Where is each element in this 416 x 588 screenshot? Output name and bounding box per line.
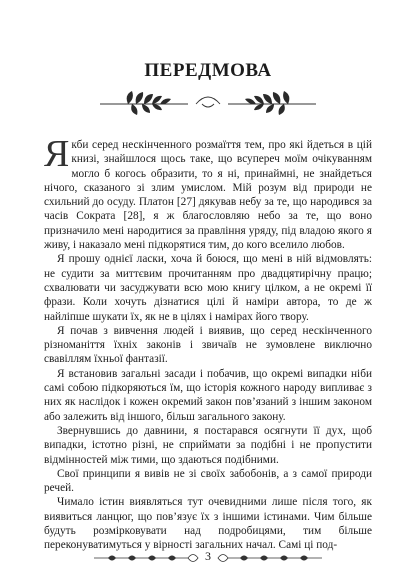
paragraph: Я встановив загальні засади і побачив, що окремі випадки ніби самі собою підкоряються їм, що історія кожного народу випливає з них як наслідок і кожен окремий закон пов’язаний з іншим законом або залежить від іншого, більш загального закону. — [44, 367, 372, 423]
paragraph: Свої принципи я вивів не зі своїх забобонів, а з самої природи речей. — [44, 467, 372, 495]
paragraph: Я прошу однієї ласки, хоча й боюся, що мені в ній відмовлять: не судити за миттєвим прочитанням про двадцятирічну працю; схвалювати чи засуджувати всю мою книгу цілком, а не окремі її фрази. Коли хочуть дізнатися цілі й наміри автора, то де ж найліпше шукати їх, як не в цілях і намірах його твору. — [44, 253, 372, 323]
page-title: ПЕРЕДМОВА — [144, 60, 272, 81]
body-text — [44, 133, 372, 553]
paragraph: Чимало істин виявляться тут очевидними лише після того, як виявиться ланцюг, що пов’язує їх з іншими істинами. Чим більше будуть розмірковувати над подробицями, тим більше переконуватимуться у вірності загальних начал. Самі ці под- — [44, 496, 372, 552]
paragraph: Якби серед нескінченного розмаїття тем, про які йдеться в цій книзі, знайшлося щось таке, що всупереч моїм очікуванням могло б когось образити, то я ні, принаймні, не знайдеться нічого, сказаного зі злим умислом. Мій розум від природи не схильний до осуду. Платон [27] дякував небу за те, що народився за часів Сократа [28], я ж благословляю небо за те, що воно призначило мені народитися за правління уряду, під владою якого я живу, і наказало мені підкорятися тим, до кого вселило любов. — [44, 133, 372, 252]
paragraph: Я почав з вивчення людей і виявив, що серед нескінченного різноманіття їхніх законів і звичаїв не зумовлене виключно свавіллям їхньої фантазії. — [44, 324, 372, 366]
paragraph: Звернувшись до давнини, я постарався осягнути її дух, щоб випадки, істотно різні, не сприймати за подібні і не пропустити відмінностей між тими, що здаються подібними. — [44, 424, 372, 466]
page-number: 3 — [205, 549, 211, 563]
leaf-divider-ornament — [98, 84, 318, 118]
drop-cap: Я — [44, 133, 70, 175]
